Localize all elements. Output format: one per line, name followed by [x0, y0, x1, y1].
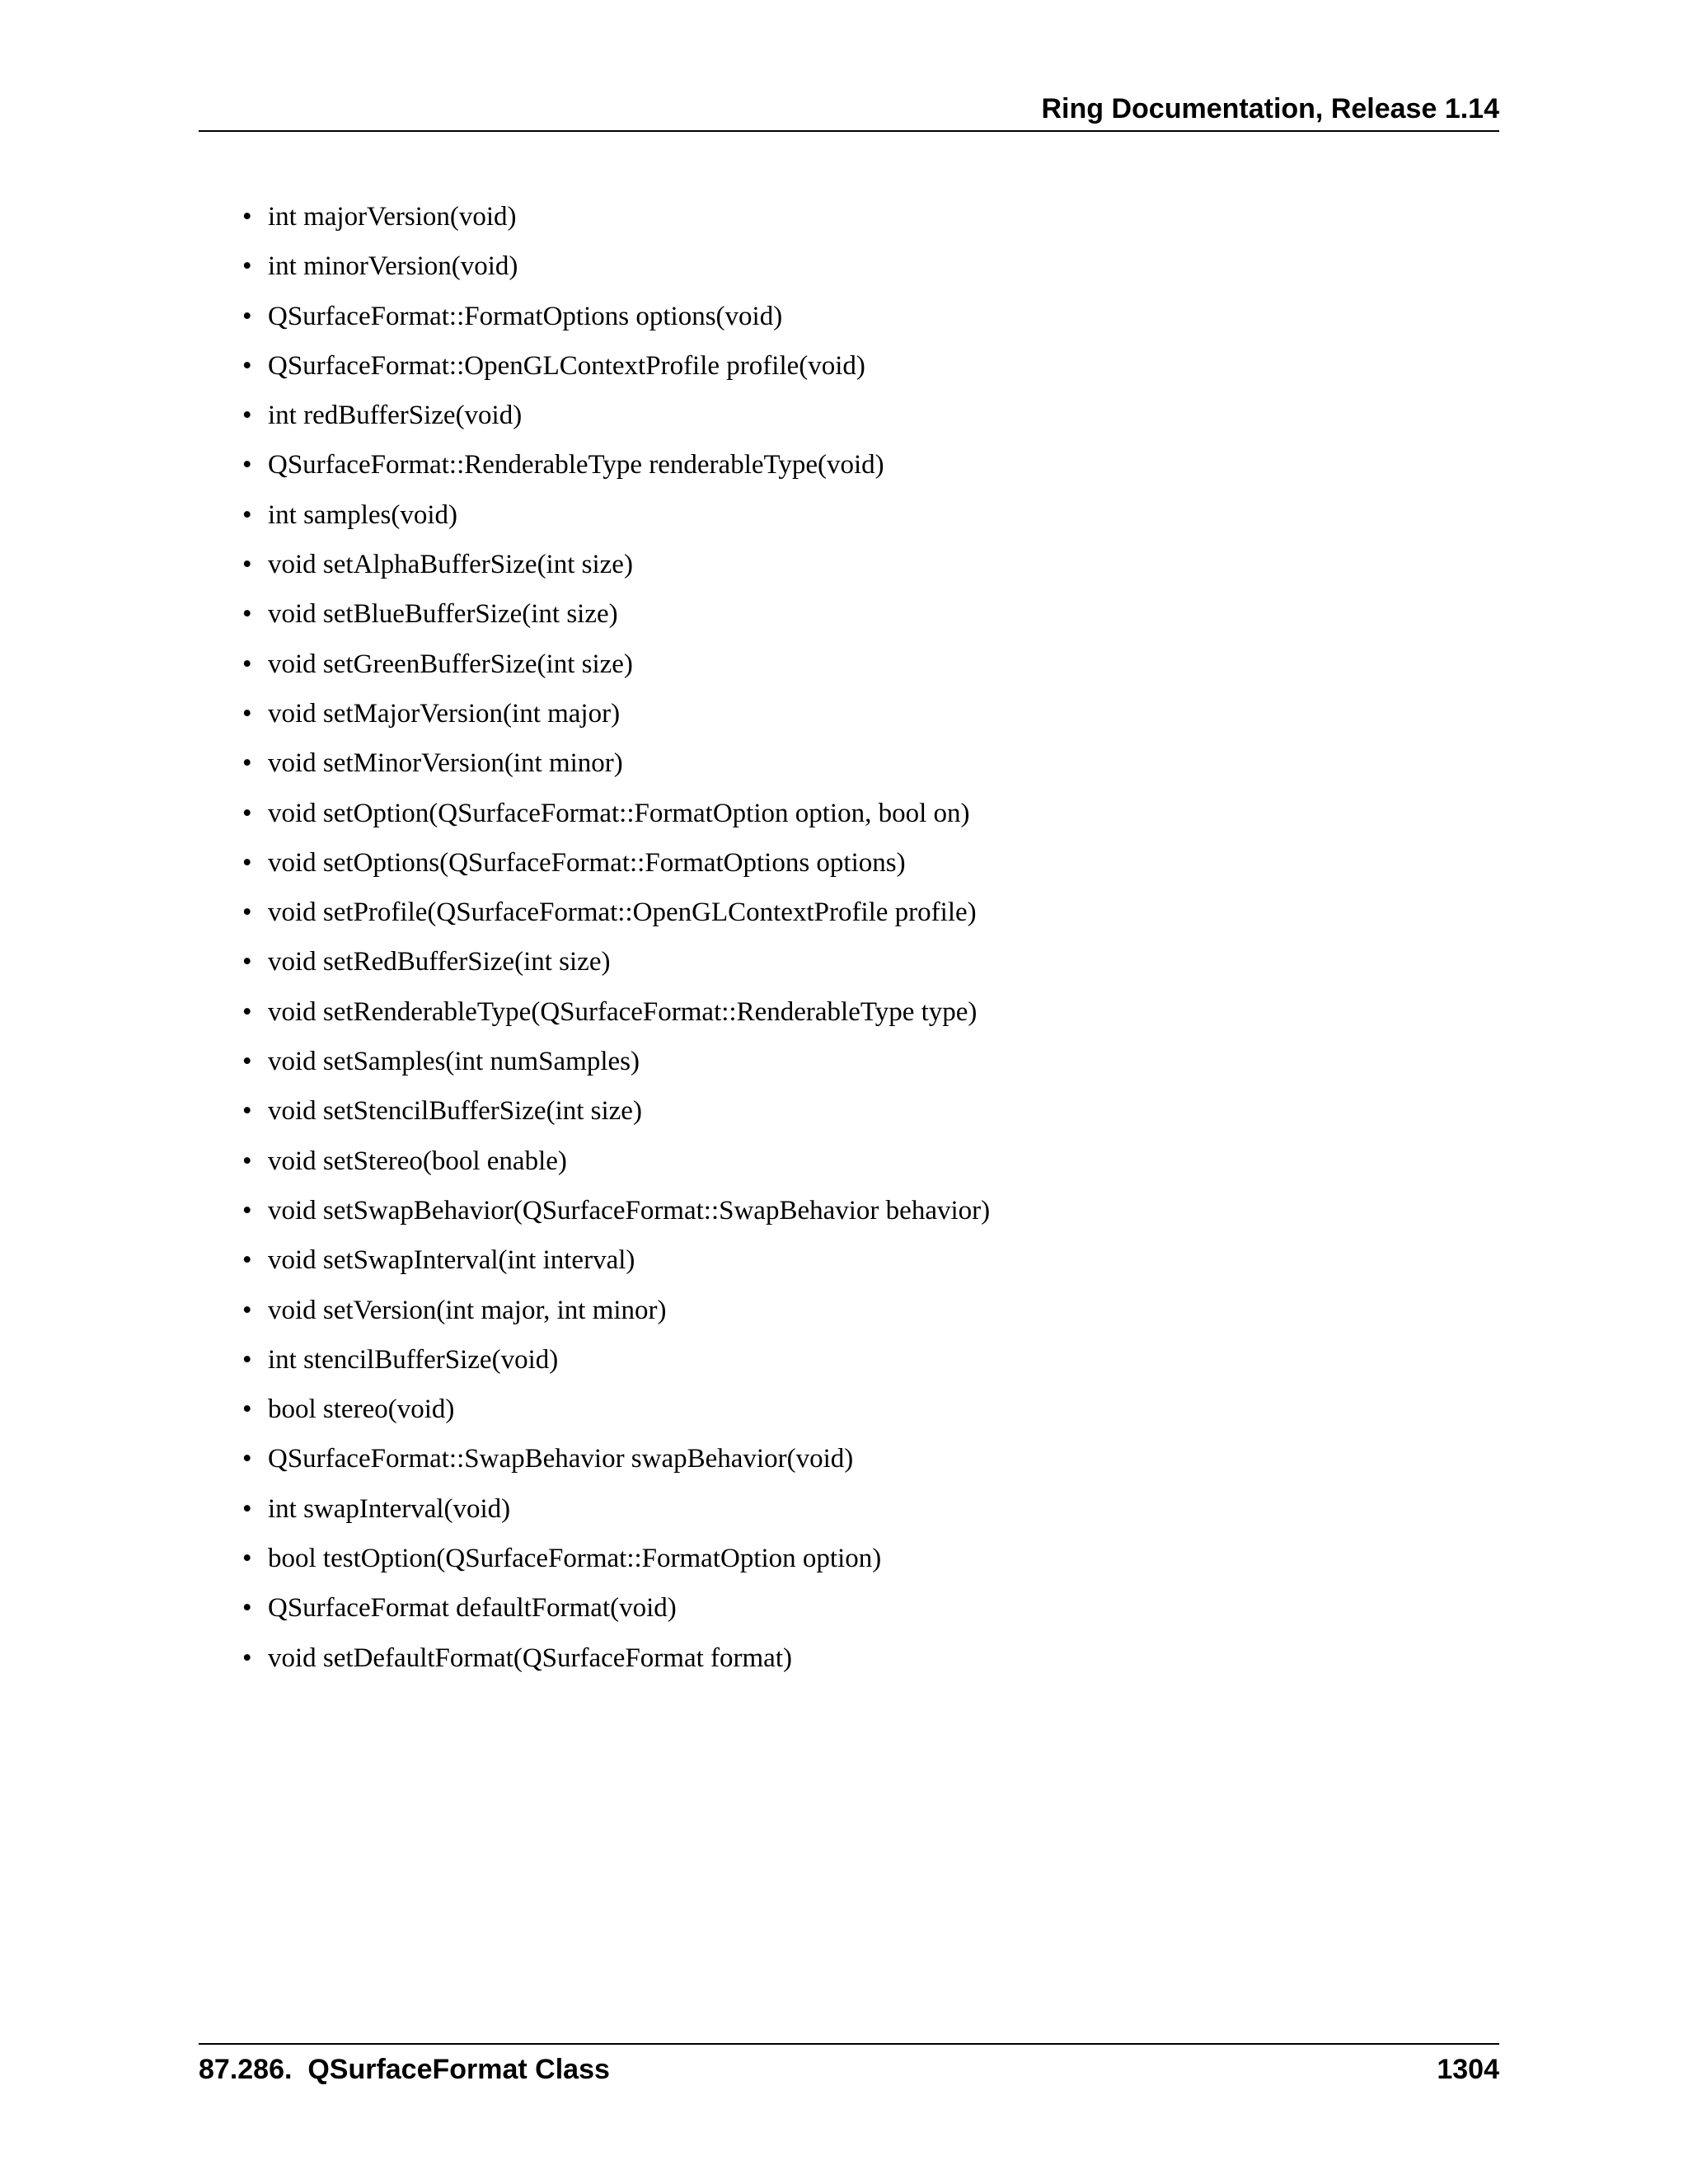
method-signature: void setSamples(int numSamples) — [268, 1047, 640, 1077]
method-item — [242, 397, 990, 447]
method-signature: int minorVersion(void) — [268, 251, 518, 282]
method-item — [242, 199, 990, 248]
method-item — [242, 944, 990, 993]
header-title: Ring Documentation, Release 1.14 — [1041, 93, 1499, 124]
method-item — [242, 1143, 990, 1193]
method-item — [242, 546, 990, 596]
bullet-icon: • — [242, 649, 252, 679]
footer-divider — [199, 2043, 1499, 2045]
method-item — [242, 1043, 990, 1093]
method-list — [242, 199, 991, 1690]
method-signature: int redBufferSize(void) — [268, 401, 523, 431]
bullet-icon: • — [242, 1245, 252, 1276]
header-divider — [199, 130, 1499, 132]
method-item — [242, 1640, 990, 1690]
method-signature: int samples(void) — [268, 499, 458, 530]
bullet-icon: • — [242, 1096, 252, 1127]
method-signature: QSurfaceFormat::RenderableType renderableType(void) — [268, 450, 884, 480]
method-item — [242, 497, 990, 546]
method-item — [242, 1441, 990, 1490]
method-signature: void setDefaultFormat(QSurfaceFormat format) — [268, 1643, 792, 1673]
method-signature: void setBlueBufferSize(int size) — [268, 599, 618, 630]
method-signature: void setOption(QSurfaceFormat::FormatOption option, bool on) — [268, 798, 970, 828]
method-item — [242, 1193, 991, 1242]
bullet-icon: • — [242, 251, 252, 282]
method-item — [242, 1093, 990, 1142]
bullet-icon: • — [242, 202, 252, 232]
bullet-icon: • — [242, 1444, 252, 1474]
method-signature: void setMajorVersion(int major) — [268, 698, 621, 729]
method-signature: void setAlphaBufferSize(int size) — [268, 550, 633, 580]
method-item — [242, 348, 990, 397]
method-signature: void setGreenBufferSize(int size) — [268, 649, 633, 679]
bullet-icon: • — [242, 996, 252, 1027]
method-item — [242, 745, 990, 794]
page-number: 1304 — [1437, 2054, 1499, 2085]
bullet-icon: • — [242, 1146, 252, 1176]
method-signature: int majorVersion(void) — [268, 202, 517, 232]
method-signature: QSurfaceFormat::FormatOptions options(void) — [268, 301, 783, 331]
bullet-icon: • — [242, 450, 252, 480]
method-signature: void setStencilBufferSize(int size) — [268, 1096, 642, 1127]
bullet-icon: • — [242, 1593, 252, 1624]
bullet-icon: • — [242, 301, 252, 331]
bullet-icon: • — [242, 748, 252, 779]
bullet-icon: • — [242, 1295, 252, 1325]
bullet-icon: • — [242, 947, 252, 977]
method-item — [242, 1342, 990, 1391]
bullet-icon: • — [242, 1394, 252, 1425]
method-item — [242, 447, 990, 496]
method-signature: bool testOption(QSurfaceFormat::FormatOption option) — [268, 1544, 882, 1574]
method-signature: void setMinorVersion(int minor) — [268, 748, 623, 779]
method-signature: void setOptions(QSurfaceFormat::FormatOptions options) — [268, 847, 906, 878]
bullet-icon: • — [242, 1493, 252, 1524]
method-item — [242, 596, 990, 645]
method-item — [242, 1292, 990, 1342]
method-item — [242, 646, 990, 696]
method-item — [242, 1491, 990, 1540]
method-signature: void setSwapInterval(int interval) — [268, 1245, 635, 1276]
method-signature: QSurfaceFormat::OpenGLContextProfile profile(void) — [268, 350, 865, 381]
method-signature: void setVersion(int major, int minor) — [268, 1295, 667, 1325]
method-item — [242, 894, 990, 944]
method-item — [242, 696, 990, 745]
bullet-icon: • — [242, 1643, 252, 1673]
footer-section-title: 87.286. QSurfaceFormat Class — [199, 2054, 610, 2085]
bullet-icon: • — [242, 1344, 252, 1375]
method-signature: bool stereo(void) — [268, 1394, 455, 1425]
method-signature: QSurfaceFormat::SwapBehavior swapBehavior(void) — [268, 1444, 854, 1474]
method-item — [242, 1540, 990, 1590]
bullet-icon: • — [242, 550, 252, 580]
method-item — [242, 795, 990, 845]
method-signature: void setRenderableType(QSurfaceFormat::RenderableType type) — [268, 996, 978, 1027]
method-item — [242, 298, 990, 348]
bullet-icon: • — [242, 599, 252, 630]
method-signature: void setProfile(QSurfaceFormat::OpenGLContextProfile profile) — [268, 898, 977, 928]
bullet-icon: • — [242, 499, 252, 530]
method-item — [242, 845, 990, 894]
bullet-icon: • — [242, 898, 252, 928]
method-signature: void setRedBufferSize(int size) — [268, 947, 611, 977]
bullet-icon: • — [242, 1195, 252, 1226]
bullet-icon: • — [242, 350, 252, 381]
method-signature: int swapInterval(void) — [268, 1493, 511, 1524]
bullet-icon: • — [242, 1544, 252, 1574]
bullet-icon: • — [242, 401, 252, 431]
bullet-icon: • — [242, 847, 252, 878]
bullet-icon: • — [242, 1047, 252, 1077]
method-item — [242, 994, 990, 1043]
bullet-icon: • — [242, 798, 252, 828]
method-signature: void setSwapBehavior(QSurfaceFormat::SwapBehavior behavior) — [268, 1195, 991, 1226]
method-signature: void setStereo(bool enable) — [268, 1146, 567, 1176]
method-item — [242, 1391, 990, 1441]
method-item — [242, 248, 990, 298]
method-signature: int stencilBufferSize(void) — [268, 1344, 559, 1375]
method-signature: QSurfaceFormat defaultFormat(void) — [268, 1593, 677, 1624]
method-item — [242, 1590, 990, 1639]
method-item — [242, 1242, 990, 1291]
bullet-icon: • — [242, 698, 252, 729]
